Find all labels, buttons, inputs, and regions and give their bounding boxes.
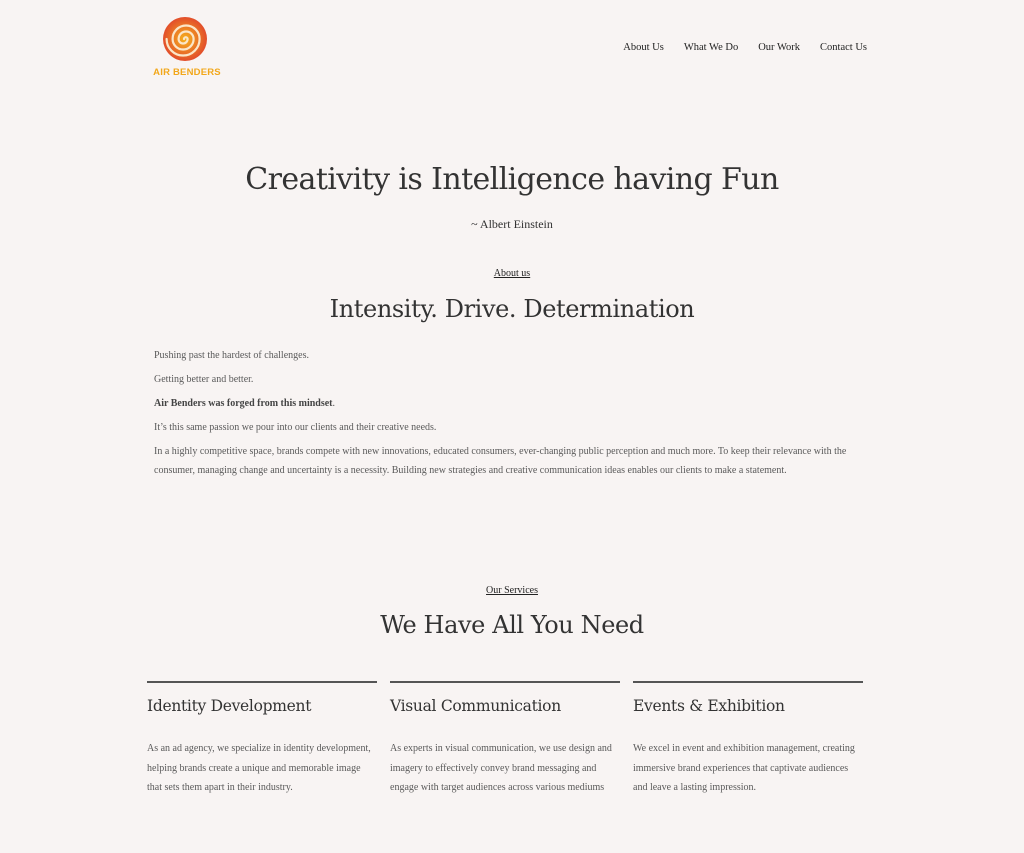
nav-link-our-work[interactable]: Our Work [758, 42, 801, 53]
about-paragraph-3 [154, 397, 874, 410]
nav-link-about-us[interactable]: About Us [623, 42, 664, 53]
about-body [154, 349, 874, 491]
services-list [147, 681, 864, 798]
services-kicker [0, 585, 1024, 596]
hero-attribution: ~ Albert Einstein [471, 217, 553, 231]
service-card-identity [147, 681, 377, 798]
services-title: We Have All You Need [380, 611, 644, 639]
about-kicker-label: About us [493, 268, 531, 279]
service-description: As experts in visual communication, we use design and imagery to effectively convey brand messaging and engage with target audiences across various mediums [390, 743, 612, 793]
service-title: Identity Development [147, 697, 312, 715]
service-title: Visual Communication [390, 697, 561, 715]
service-description: As an ad agency, we specialize in identity development, helping brands create a unique and memorable image that sets them apart in their industry. [147, 743, 371, 793]
about-mindset-end: . [332, 398, 336, 409]
service-card-visual [390, 681, 620, 798]
main-nav [623, 42, 867, 53]
nav-link-contact-us[interactable]: Contact Us [820, 42, 867, 53]
service-card-events [633, 681, 863, 798]
service-title: Events & Exhibition [633, 697, 785, 715]
about-mindset-bold: Air Benders was forged from this mindset [154, 398, 333, 409]
spiral-logo-icon [162, 16, 208, 62]
site-header [0, 0, 1024, 95]
nav-link-what-we-do[interactable]: What We Do [683, 42, 739, 53]
about-paragraph-2: Getting better and better. [154, 374, 254, 385]
brand-logo[interactable] [150, 16, 224, 80]
hero-quote: Creativity is Intelligence having Fun [245, 162, 779, 197]
about-paragraph-5: In a highly competitive space, brands compete with new innovations, educated consumers, ever-changing public perception and much more. To keep their relevance with the consumer, managing change and uncertainty is a necessity. Building new strategies and creative communication ideas enables our clients to make a statement. [154, 446, 847, 476]
brand-name: AIR BENDERS [153, 67, 221, 78]
about-title: Intensity. Drive. Determination [329, 295, 695, 323]
about-kicker [0, 268, 1024, 279]
about-paragraph-4: It’s this same passion we pour into our clients and their creative needs. [154, 422, 437, 433]
services-kicker-label: Our Services [486, 585, 538, 596]
service-description: We excel in event and exhibition management, creating immersive brand experiences that captivate audiences and leave a lasting impression. [633, 743, 855, 793]
about-paragraph-1: Pushing past the hardest of challenges. [154, 350, 309, 361]
